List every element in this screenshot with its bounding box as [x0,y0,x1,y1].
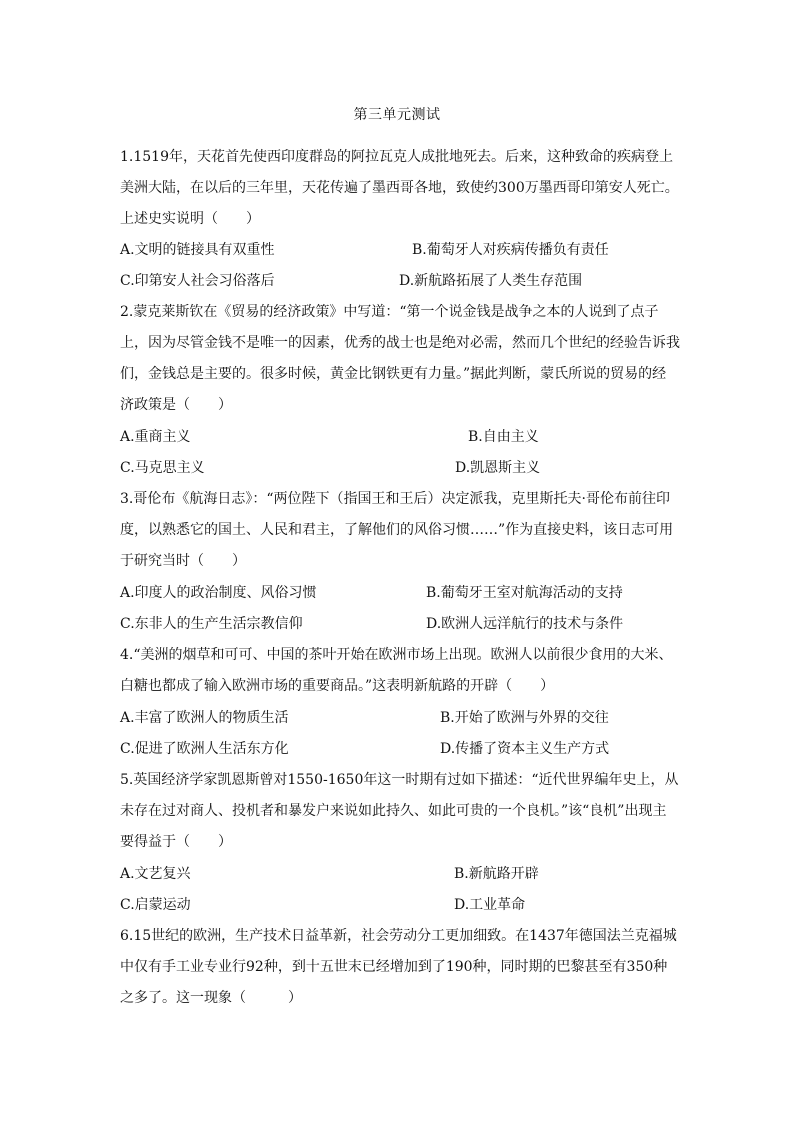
question-5-option-b: B.新航路开辟 [454,866,539,882]
question-1-options [120,235,680,297]
question-4-options [120,703,680,765]
question-5-options [120,859,680,921]
question-5-stem: 5.英国经济学家凯恩斯曾对1550-1650年这一时期有过如下描述：“近代世界编年史上，从未存在过对商人、投机者和暴发户来说如此持久、如此可贵的一个良机。”该“良机”出现主要得益于（ ） [120,772,679,850]
question-5-option-d: D.工业革命 [454,897,526,913]
question-1-option-b: B.葡萄牙人对疾病传播负有责任 [412,242,609,258]
question-3-stem: 3.哥伦布《航海日志》：“两位陛下（指国王和王后）决定派我，克里斯托夫·哥伦布前往印度，以熟悉它的国土、人民和君主，了解他们的风俗习惯……”作为直接史料，该日志可用于研究当时（ ） [120,491,674,569]
question-6-stem: 6.15世纪的欧洲，生产技术日益革新，社会劳动分工更加细致。在1437年德国法兰克福城中仅有手工业专业行92种，到十五世末已经增加到了190种，同时期的巴黎甚至有350种之多了。这一现象（ ） [120,928,677,1006]
question-3-option-a: A.印度人的政治制度、风俗习惯 [120,585,317,601]
question-1-stem: 1.1519年，天花首先使西印度群岛的阿拉瓦克人成批地死去。后来，这种致命的疾病登上美洲大陆，在以后的三年里，天花传遍了墨西哥各地，致使约300万墨西哥印第安人死亡。上述史实说明（ ） [120,149,679,227]
question-2-stem: 2.蒙克莱斯钦在《贸易的经济政策》中写道：“第一个说金钱是战争之本的人说到了点子上，因为尽管金钱不是唯一的因素，优秀的战士也是绝对必需，然而几个世纪的经验告诉我们，金钱总是主要的。很多时候，黄金比钢铁更有力量。”据此判断，蒙氏所说的贸易的经济政策是（ ） [120,304,680,413]
question-3-option-b: B.葡萄牙王室对航海活动的支持 [426,585,623,601]
page-title: 第三单元测试 [353,107,441,123]
question-1-option-d: D.新航路拓展了人类生存范围 [399,273,583,289]
question-4-stem: 4.“美洲的烟草和可可、中国的茶叶开始在欧洲市场上出现。欧洲人以前很少食用的大米、白糖也都成了输入欧洲市场的重要商品。”这表明新航路的开辟（ ） [120,647,673,694]
question-4-option-b: B.开始了欧洲与外界的交往 [440,710,609,726]
question-2-option-b: B.自由主义 [468,429,539,445]
question-3-option-c: C.东非人的生产生活宗教信仰 [120,616,303,632]
question-1-option-c: C.印第安人社会习俗落后 [120,273,275,289]
question-1-option-a: A.文明的链接具有双重性 [120,242,275,258]
question-4-option-a: A.丰富了欧洲人的物质生活 [120,710,289,726]
question-2-options [120,422,680,484]
question-3-options [120,578,680,640]
question-3-option-d: D.欧洲人远洋航行的技术与条件 [426,616,624,632]
question-2-option-c: C.马克思主义 [120,460,205,476]
question-5-option-a: A.文艺复兴 [120,866,191,882]
question-5-option-c: C.启蒙运动 [120,897,191,913]
question-4-option-d: D.传播了资本主义生产方式 [440,741,610,757]
question-2-option-d: D.凯恩斯主义 [455,460,541,476]
question-2-option-a: A.重商主义 [120,429,191,445]
question-4-option-c: C.促进了欧洲人生活东方化 [120,741,289,757]
